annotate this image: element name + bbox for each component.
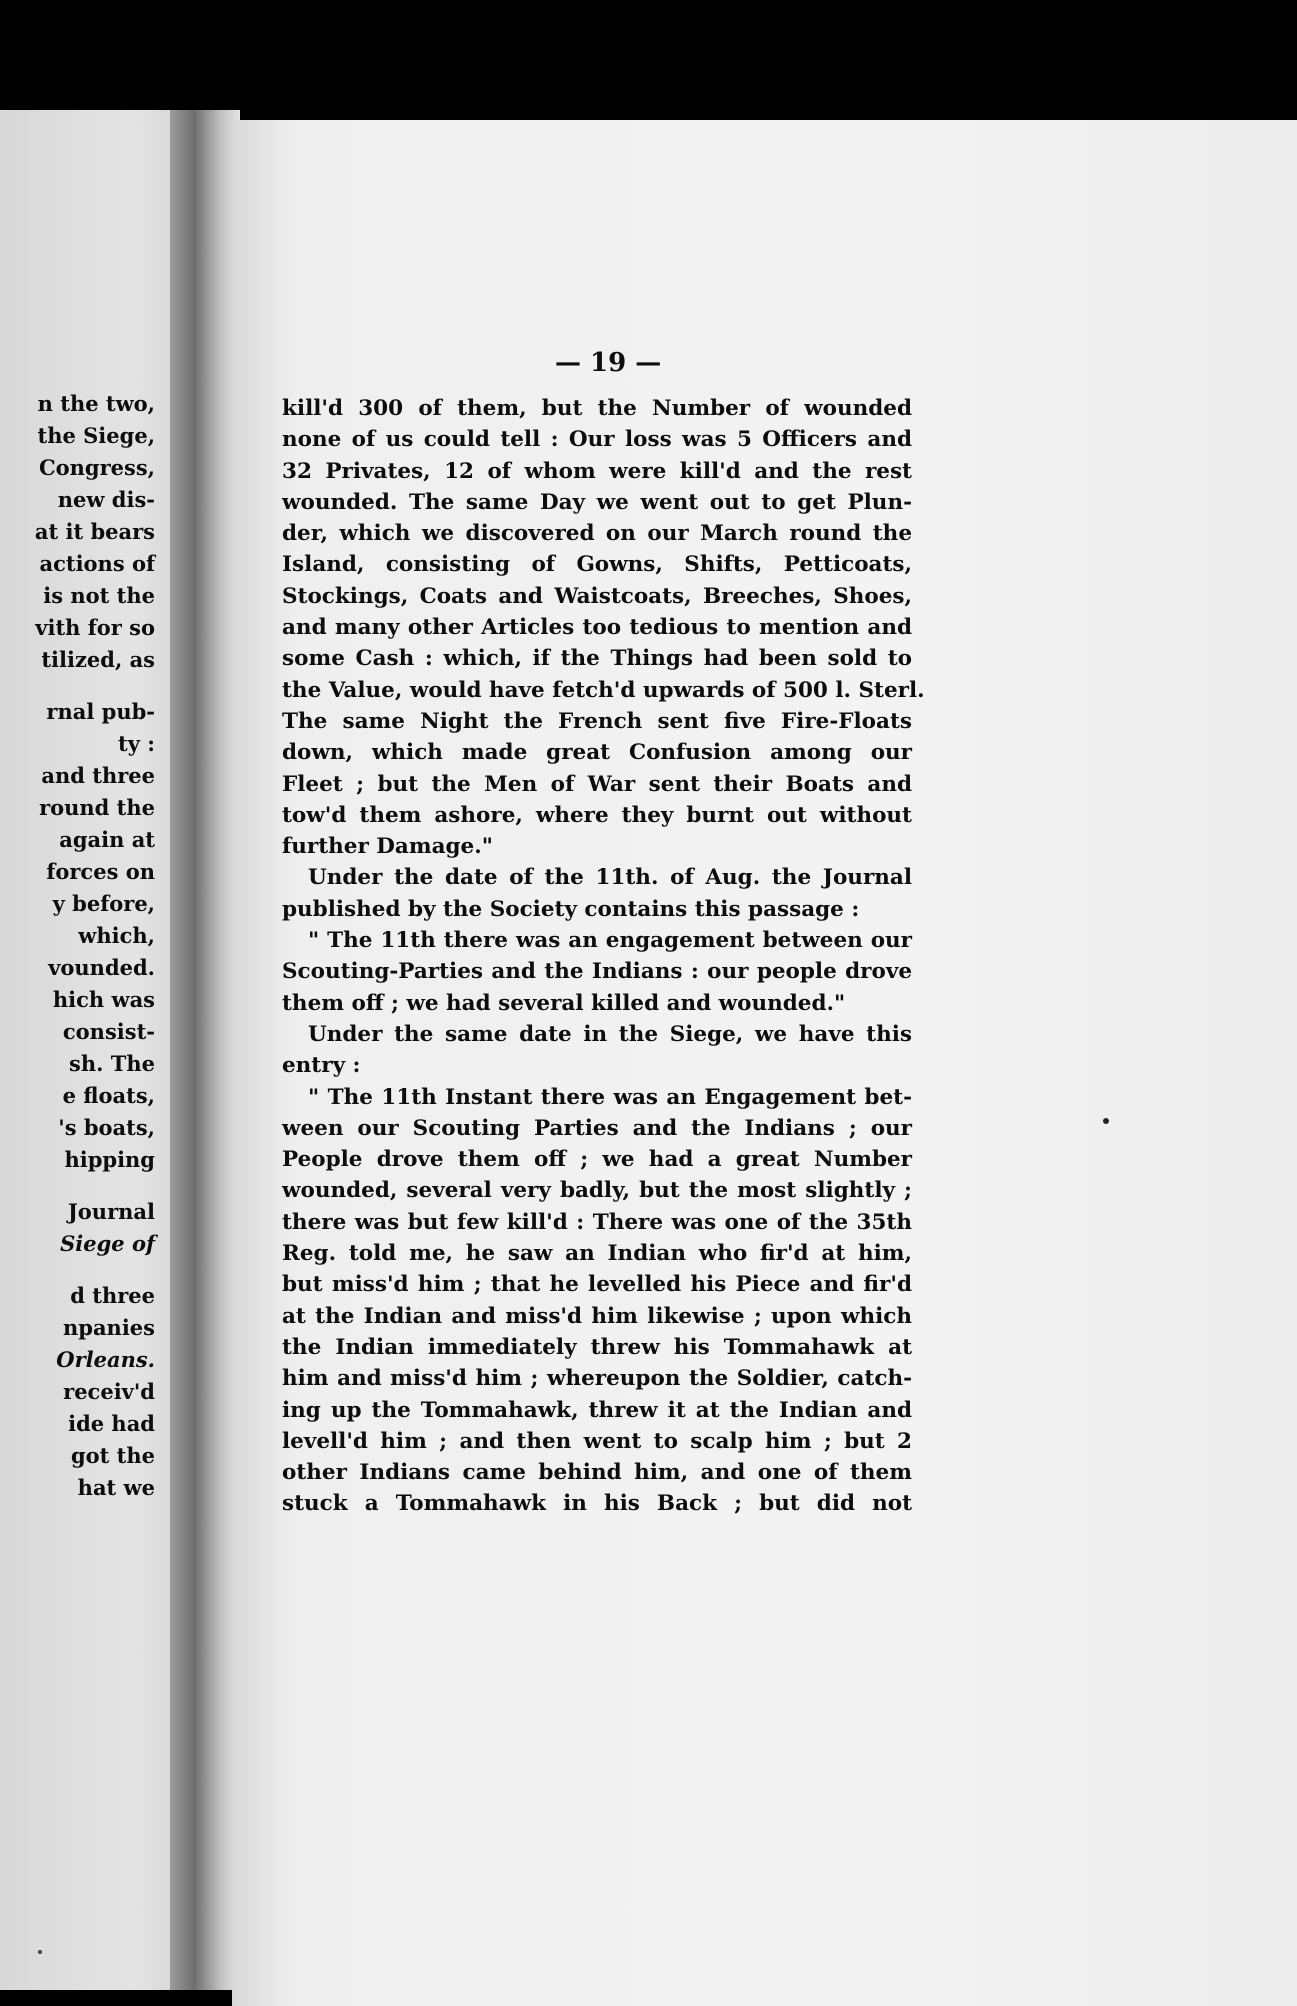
left-line: actions of xyxy=(39,551,155,576)
text-line: Under the same date in the Siege, we have this xyxy=(308,1021,912,1047)
page-number: — 19 — xyxy=(555,348,662,378)
text-line: wounded, several very badly, but the most slightly ; xyxy=(282,1178,912,1204)
left-line: and three xyxy=(41,763,155,788)
left-page-text xyxy=(35,388,155,1504)
text-line: Reg. told me, he saw an Indian who fir'd at him, xyxy=(282,1241,912,1267)
text-line: levell'd him ; and then went to scalp him ; but 2 xyxy=(282,1428,912,1454)
text-line: him and miss'd him ; whereupon the Soldier, catch- xyxy=(282,1366,912,1392)
text-line: kill'd 300 of them, but the Number of wounded xyxy=(282,396,912,421)
left-line: 's boats, xyxy=(58,1115,155,1140)
left-line: tilized, as xyxy=(41,647,155,672)
text-line: down, which made great Confusion among our xyxy=(282,740,912,766)
left-line: at it bears xyxy=(34,519,155,544)
left-line: Journal xyxy=(67,1199,155,1224)
left-line: forces on xyxy=(46,859,155,884)
left-line: new dis- xyxy=(57,487,155,512)
left-line-gap xyxy=(35,676,155,696)
text-line: but miss'd him ; that he levelled his Piece and fir'd xyxy=(282,1272,912,1298)
left-line: receiv'd xyxy=(63,1379,155,1404)
left-line: ty : xyxy=(118,731,155,756)
left-line: got the xyxy=(70,1443,155,1468)
text-line: there was but few kill'd : There was one of the 35th xyxy=(282,1209,912,1235)
left-line: ide had xyxy=(68,1411,155,1436)
body-text xyxy=(282,393,925,1520)
text-line: some Cash : which, if the Things had been sold to xyxy=(282,646,912,672)
left-line-gap xyxy=(35,1260,155,1280)
left-line: hich was xyxy=(52,987,155,1012)
text-line: ing up the Tommahawk, threw it at the Indian and xyxy=(282,1397,912,1423)
left-line: round the xyxy=(39,795,155,820)
text-line: The same Night the French sent five Fire-Floats xyxy=(282,708,912,734)
text-line: entry : xyxy=(282,1053,361,1079)
text-line: other Indians came behind him, and one of them xyxy=(282,1460,912,1486)
text-line: further Damage." xyxy=(282,834,493,860)
text-line: der, which we discovered on our March round the xyxy=(282,521,912,547)
text-line: " The 11th there was an engagement between our xyxy=(308,928,912,954)
left-line: the Siege, xyxy=(37,423,155,448)
text-line: the Indian immediately threw his Tommahawk at xyxy=(282,1334,912,1360)
text-line: published by the Society contains this passage : xyxy=(282,896,860,922)
left-line: hipping xyxy=(64,1147,155,1172)
left-line: y before, xyxy=(52,891,155,916)
left-line: which, xyxy=(78,923,155,948)
paper-speck xyxy=(1103,1118,1109,1124)
left-line: again at xyxy=(59,827,155,852)
text-line: Stockings, Coats and Waistcoats, Breeches, Shoes, xyxy=(282,583,912,609)
text-line: Island, consisting of Gowns, Shifts, Petticoats, xyxy=(282,552,912,578)
text-line: Under the date of the 11th. of Aug. the Journal xyxy=(308,865,912,891)
left-line: hat we xyxy=(77,1475,155,1500)
left-line: consist- xyxy=(62,1019,155,1044)
text-line: the Value, would have fetch'd upwards of 500 l. Sterl. xyxy=(282,677,925,703)
left-line: rnal pub- xyxy=(46,699,155,724)
left-line: Congress, xyxy=(38,455,155,480)
left-line: npanies xyxy=(63,1315,155,1340)
text-line: tow'd them ashore, where they burnt out without xyxy=(282,802,912,828)
text-line: Scouting-Parties and the Indians : our people drove xyxy=(282,959,912,985)
left-line-gap xyxy=(35,1176,155,1196)
text-line: at the Indian and miss'd him likewise ; upon which xyxy=(282,1303,912,1329)
text-line: Fleet ; but the Men of War sent their Boats and xyxy=(282,771,912,797)
text-line: ween our Scouting Parties and the Indians ; our xyxy=(282,1115,912,1141)
paper-speck xyxy=(38,1950,42,1954)
text-line: " The 11th Instant there was an Engagement bet- xyxy=(308,1084,912,1110)
text-line: wounded. The same Day we went out to get Plun- xyxy=(282,489,912,515)
left-line: vith for so xyxy=(35,615,155,640)
left-line: d three xyxy=(70,1283,155,1308)
left-line: is not the xyxy=(43,583,155,608)
text-line: and many other Articles too tedious to mention and xyxy=(282,615,912,641)
left-line: vounded. xyxy=(48,955,155,980)
text-line: them off ; we had several killed and wounded." xyxy=(282,990,846,1016)
text-line: stuck a Tommahawk in his Back ; but did not xyxy=(282,1491,912,1517)
book-spine xyxy=(170,110,240,1990)
left-line: Orleans. xyxy=(56,1347,155,1372)
text-line: none of us could tell : Our loss was 5 Officers and xyxy=(282,427,912,453)
left-line: Siege of xyxy=(60,1231,155,1256)
text-line: 32 Privates, 12 of whom were kill'd and the rest xyxy=(282,458,912,484)
left-line: e floats, xyxy=(62,1083,155,1108)
text-line: People drove them off ; we had a great Number xyxy=(282,1147,912,1173)
left-line: n the two, xyxy=(37,391,155,416)
left-line: sh. The xyxy=(69,1051,155,1076)
